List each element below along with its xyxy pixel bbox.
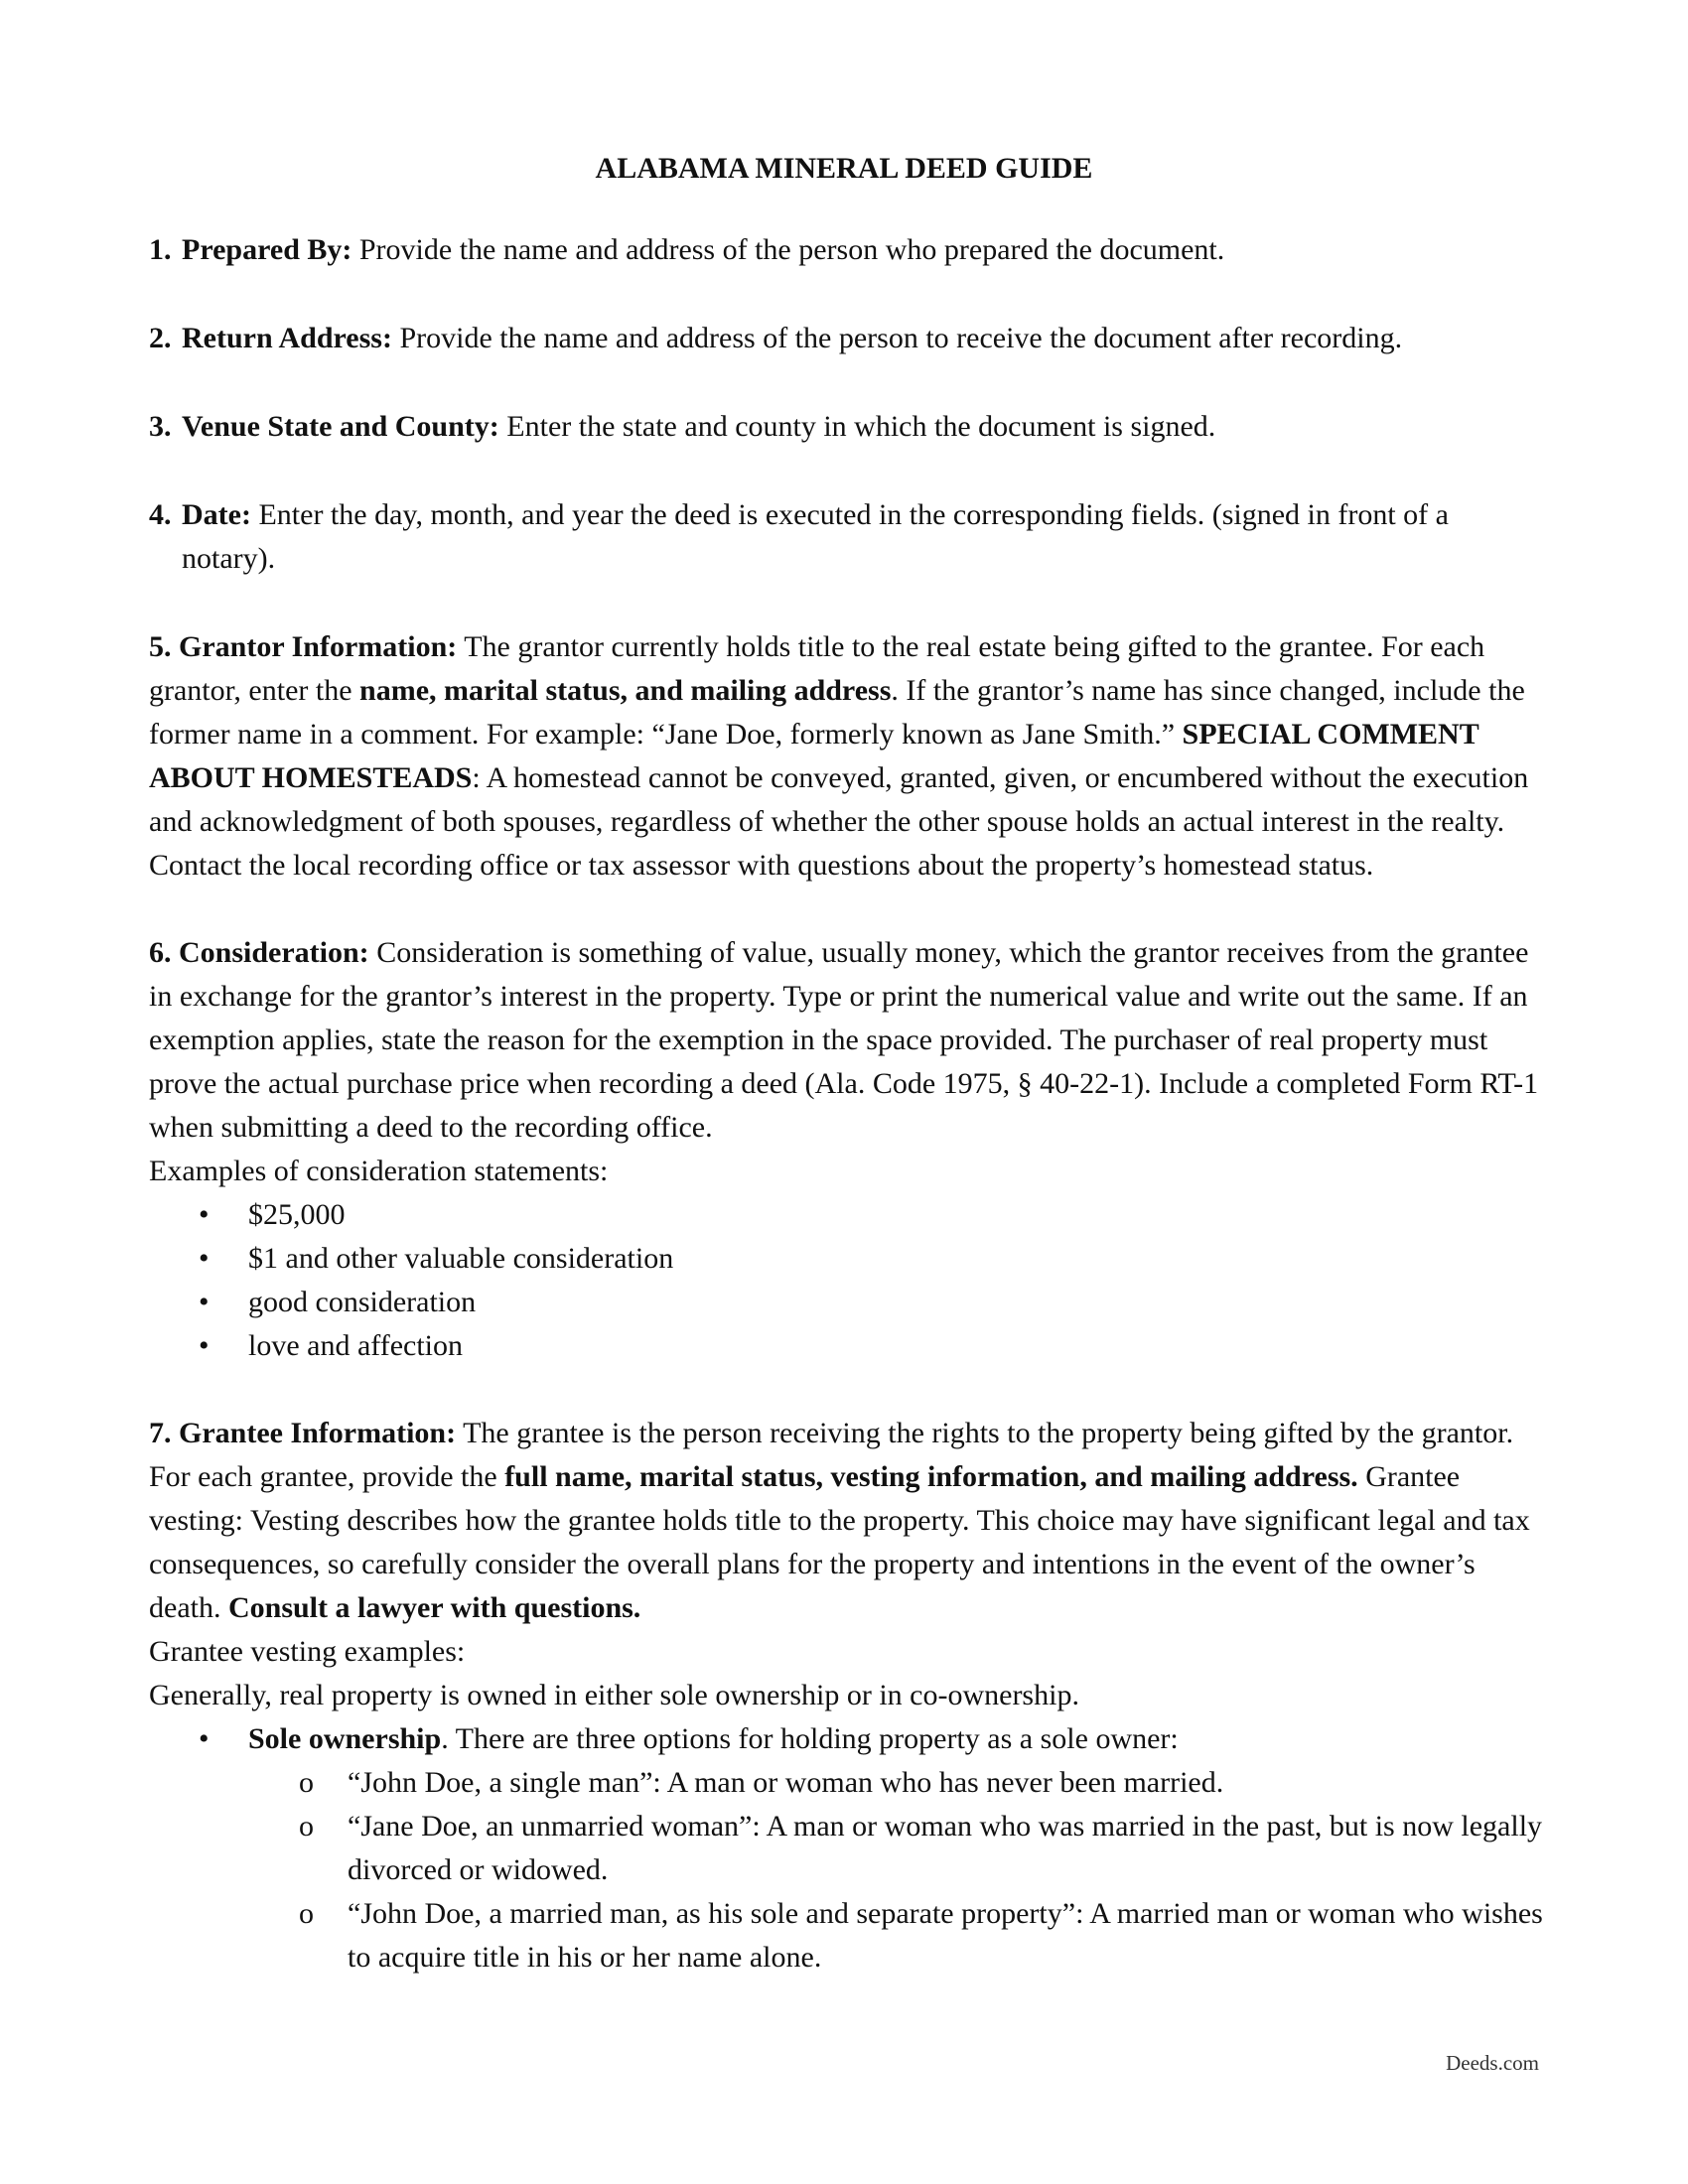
grantor-text: : A homestead cannot be conveyed, granted, given, or encumbered without the execution and acknowledgment of both spouses, regardless of whether the other spouse holds an actual interest in the realty. Contact the local recording office or tax assessor with questions about the property’s homestead status. bbox=[149, 761, 1529, 882]
grantee-paragraph bbox=[149, 1412, 1549, 1630]
circle-bullet-icon: o bbox=[299, 1897, 314, 1930]
grantee-bold-fields: full name, marital status, vesting information, and mailing address. bbox=[504, 1460, 1358, 1493]
consideration-examples-list bbox=[149, 1193, 1549, 1368]
consideration-text: Consideration is something of value, usually money, which the grantor receives from the grantee in exchange for the grantor’s interest in the property. Type or print the numerical value and write out the same. If an exemption applies, state the reason for the exemption in the space provided. The purchaser of real property must prove the actual purchase price when recording a deed (Ala. Code 1975, § 40-22-1). Include a completed Form RT-1 when submitting a deed to the recording office. bbox=[149, 936, 1539, 1144]
footer-brand: Deeds.com bbox=[1446, 2051, 1539, 2075]
item-text: Provide the name and address of the person to receive the document after recording. bbox=[391, 322, 1403, 354]
item-label: Prepared By: bbox=[182, 233, 352, 266]
item-label: Return Address: bbox=[182, 322, 392, 354]
homestead-heading: SPECIAL COMMENT ABOUT HOMESTEADS bbox=[149, 718, 1479, 794]
grantor-text: . If the grantor’s name has since changed, include the former name in a comment. For example: “Jane Doe, formerly known as Jane Smith.” bbox=[149, 674, 1525, 751]
consult-lawyer-note: Consult a lawyer with questions. bbox=[227, 1591, 641, 1624]
grantee-text: Grantee vesting: Vesting describes how the grantee holds title to the property. This choice may have significant legal and tax consequences, so carefully consider the overall plans for the property and intentions in the event of the owner’s death. bbox=[149, 1460, 1530, 1624]
list-item bbox=[149, 1805, 1549, 1892]
grantor-section bbox=[149, 625, 1549, 887]
ownership-intro: Generally, real property is owned in either sole ownership or in co-ownership. bbox=[149, 1679, 1079, 1711]
guide-item-venue bbox=[149, 405, 1549, 449]
option-text: “John Doe, a single man”: A man or woman who has never been married. bbox=[348, 1766, 1224, 1799]
item-number: 1. bbox=[149, 233, 172, 266]
list-item: • $1 and other valuable consideration bbox=[149, 1237, 1549, 1281]
item-number: 2. bbox=[149, 322, 172, 354]
item-number: 3. bbox=[149, 410, 172, 443]
item-label: Date: bbox=[182, 498, 251, 531]
grantor-text: The grantor currently holds title to the real estate being gifted to the grantee. For each grantor, enter the bbox=[149, 630, 1485, 707]
circle-bullet-icon: o bbox=[299, 1766, 314, 1799]
guide-item-prepared-by bbox=[149, 228, 1549, 272]
list-item: • $25,000 bbox=[149, 1193, 1549, 1237]
ownership-list bbox=[149, 1717, 1549, 1761]
item-text: Enter the day, month, and year the deed is executed in the corresponding fields. (signed in front of a notary). bbox=[182, 498, 1449, 575]
grantee-text: The grantee is the person receiving the rights to the property being gifted by the grantor. For each grantee, provide the bbox=[149, 1417, 1514, 1493]
guide-content bbox=[149, 228, 1549, 1979]
guide-item-date bbox=[149, 493, 1549, 581]
grantor-label: 5. Grantor Information: bbox=[149, 630, 458, 663]
option-text: “John Doe, a married man, as his sole and separate property”: A married man or woman who wishes to acquire title in his or her name alone. bbox=[348, 1897, 1543, 1974]
list-item bbox=[149, 1761, 1549, 1805]
list-item: • good consideration bbox=[149, 1281, 1549, 1324]
grantor-bold-fields: name, marital status, and mailing address bbox=[359, 674, 892, 707]
grantee-section bbox=[149, 1412, 1549, 1979]
consideration-label: 6. Consideration: bbox=[149, 936, 369, 969]
list-item bbox=[149, 1892, 1549, 1979]
item-text: Enter the state and county in which the document is signed. bbox=[498, 410, 1216, 443]
option-text: “Jane Doe, an unmarried woman”: A man or woman who was married in the past, but is now legally divorced or widowed. bbox=[348, 1810, 1543, 1886]
list-item: • love and affection bbox=[149, 1324, 1549, 1368]
consideration-section bbox=[149, 931, 1549, 1368]
list-item bbox=[149, 1717, 1549, 1761]
vesting-examples-label: Grantee vesting examples: bbox=[149, 1635, 466, 1668]
sole-ownership-label: Sole ownership bbox=[248, 1722, 442, 1755]
item-text: Provide the name and address of the person who prepared the document. bbox=[352, 233, 1225, 266]
sole-ownership-options bbox=[149, 1761, 1549, 1979]
item-label: Venue State and County: bbox=[182, 410, 499, 443]
consideration-paragraph bbox=[149, 931, 1549, 1150]
page-title: ALABAMA MINERAL DEED GUIDE bbox=[595, 152, 1093, 185]
sole-ownership-text: . There are three options for holding property as a sole owner: bbox=[441, 1722, 1179, 1755]
grantee-label: 7. Grantee Information: bbox=[149, 1417, 457, 1449]
item-number: 4. bbox=[149, 498, 172, 531]
circle-bullet-icon: o bbox=[299, 1810, 314, 1843]
consideration-examples-label: Examples of consideration statements: bbox=[149, 1155, 609, 1187]
guide-item-return-address bbox=[149, 317, 1549, 360]
